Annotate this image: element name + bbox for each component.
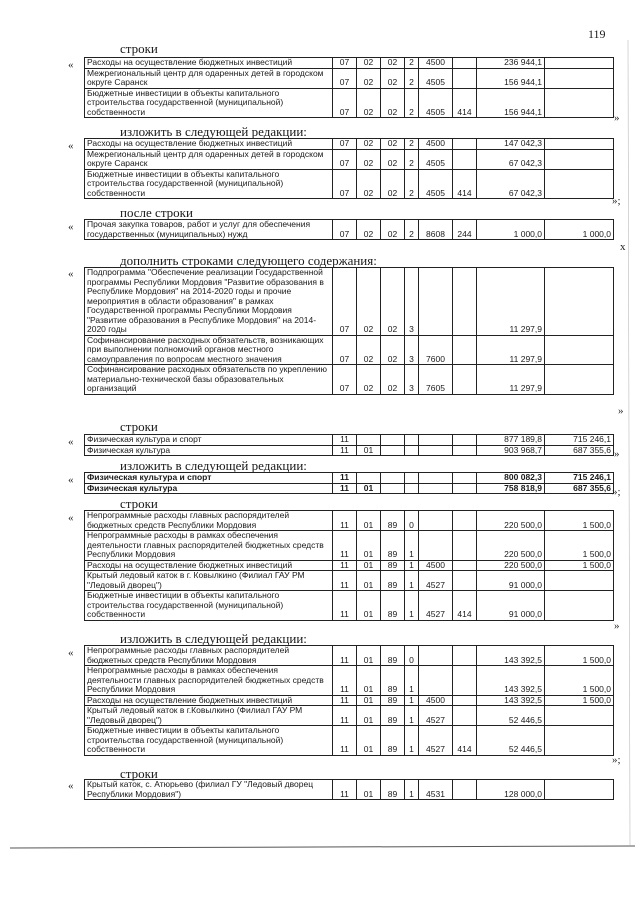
row-subprogram: 1 [405,531,419,561]
row-subprogram: 2 [405,149,419,169]
row-name: Софинансирование расходных обязательств по укреплению материально-технической базы образовательных организаций [85,365,333,395]
row-name: Расходы на осуществление бюджетных инвестиций [85,139,333,150]
row-article: 4500 [419,560,453,571]
row-name: Бюджетные инвестиции в объекты капитального строительства государственной (муниципальной) собственности [85,169,333,199]
row-name: Расходы на осуществление бюджетных инвестиций [85,560,333,571]
row-article: 4505 [419,88,453,118]
row-program: 02 [381,169,405,199]
row-amount-2: 687 355,6 [545,445,614,456]
row-section: 11 [333,511,357,531]
row-section: 07 [333,169,357,199]
tail-mark: x [620,241,626,253]
header-after-row: после строки [120,205,193,220]
row-article: 4500 [419,695,453,706]
quote-close: » [614,448,620,460]
row-subsection: 02 [357,365,381,395]
row-program: 89 [381,726,405,756]
row-subsection: 02 [357,149,381,169]
row-amount: 11 297,9 [477,335,545,365]
quote-open: « [68,59,74,71]
row-name: Крытый каток, с. Атюрьево (филиал ГУ "Ледовый дворец Республики Мордовия") [85,780,333,800]
row-program: 89 [381,666,405,696]
row-amount-2: 1 500,0 [545,531,614,561]
row-section: 11 [333,591,357,621]
row-subprogram: 3 [405,335,419,365]
row-subsection: 02 [357,268,381,336]
row-subsection: 01 [357,726,381,756]
row-name: Софинансирование расходных обязательств, возникающих при выполнении полномочий органов местного самоуправления по вопросам местного значения [85,335,333,365]
quote-open: « [68,436,74,448]
row-program: 02 [381,139,405,150]
row-subsection: 01 [357,483,381,494]
row-name: Непрограммные расходы в рамках обеспечения деятельности главных распорядителей бюджетных средств Республики Мордовия [85,666,333,696]
row-amount-2: 1 000,0 [545,220,614,240]
quote-open: « [68,221,74,233]
row-name: Межрегиональный центр для одаренных детей в городском округе Саранск [85,149,333,169]
row-program: 02 [381,220,405,240]
row-name: Подпрограмма "Обеспечение реализации Государственной программы Республики Мордовия "Развитие образования в Республике Мордовия" на 2014-2020 годы и прочие мероприятия в области образования" в рамках Государственной программы Республики Мордовия "Развитие образования в Республике Мордовия" на 2014-2020 годы [85,268,333,336]
row-amount: 1 000,0 [477,220,545,240]
header-add-rows: дополнить строками следующего содержания: [120,253,377,268]
quote-open: « [68,780,74,792]
row-article: 4527 [419,706,453,726]
row-subprogram: 2 [405,139,419,150]
row-article: 7605 [419,365,453,395]
row-article: 4500 [419,58,453,69]
row-section: 11 [333,435,357,446]
row-subprogram: 0 [405,511,419,531]
row-expense-type: 414 [453,591,477,621]
header-restate-3: изложить в следующей редакции: [120,631,307,646]
row-subprogram: 0 [405,646,419,666]
row-amount: 156 944,1 [477,68,545,88]
row-section: 11 [333,560,357,571]
row-amount-2: 1 500,0 [545,646,614,666]
row-amount-2: 1 500,0 [545,560,614,571]
row-name: Расходы на осуществление бюджетных инвестиций [85,58,333,69]
row-section: 11 [333,695,357,706]
row-subsection: 01 [357,695,381,706]
row-name: Крытый ледовый каток в г.Ковылкино (Филиал ГАУ РМ "Ледовый дворец") [85,706,333,726]
row-amount: 67 042,3 [477,149,545,169]
row-section: 07 [333,220,357,240]
row-name: Бюджетные инвестиции в объекты капитального строительства государственной (муниципальной) собственности [85,88,333,118]
row-subprogram: 1 [405,666,419,696]
row-name: Непрограммные расходы главных распорядителей бюджетных средств Республики Мордовия [85,511,333,531]
row-subprogram: 2 [405,68,419,88]
row-section: 11 [333,706,357,726]
row-amount-2: 1 500,0 [545,695,614,706]
row-expense-type: 244 [453,220,477,240]
row-section: 11 [333,646,357,666]
quote-close-semicolon: »; [612,486,621,498]
header-strings-3: строки [120,496,158,511]
header-restate-1: изложить в следующей редакции: [120,124,307,139]
header-strings-4: строки [120,766,158,781]
row-amount-2: 687 355,6 [545,483,614,494]
row-program: 89 [381,511,405,531]
row-name: Бюджетные инвестиции в объекты капитального строительства государственной (муниципальной) собственности [85,726,333,756]
row-section: 07 [333,68,357,88]
row-subprogram: 1 [405,726,419,756]
row-amount: 91 000,0 [477,591,545,621]
row-subsection: 02 [357,335,381,365]
row-program: 89 [381,706,405,726]
quote-close-semicolon: »; [612,195,621,207]
row-section: 11 [333,571,357,591]
row-section: 07 [333,139,357,150]
row-amount: 128 000,0 [477,780,545,800]
row-article: 4500 [419,139,453,150]
row-subsection: 01 [357,666,381,696]
row-name: Физическая культура и спорт [85,473,333,484]
row-subprogram: 2 [405,169,419,199]
row-amount: 220 500,0 [477,511,545,531]
row-subprogram: 2 [405,88,419,118]
quote-close-semicolon: »; [612,754,621,766]
row-amount: 877 189,8 [477,435,545,446]
row-section: 11 [333,445,357,456]
row-program: 89 [381,571,405,591]
row-amount-2: 1 500,0 [545,511,614,531]
row-subsection: 02 [357,220,381,240]
row-subprogram: 1 [405,571,419,591]
row-section: 07 [333,88,357,118]
row-name: Физическая культура [85,445,333,456]
row-name: Физическая культура и спорт [85,435,333,446]
row-subsection: 01 [357,571,381,591]
row-program: 02 [381,58,405,69]
row-section: 11 [333,780,357,800]
row-subsection: 02 [357,58,381,69]
row-amount: 52 446,5 [477,706,545,726]
row-section: 11 [333,726,357,756]
row-amount: 800 082,3 [477,473,545,484]
row-amount: 236 944,1 [477,58,545,69]
row-subsection: 01 [357,511,381,531]
row-name: Бюджетные инвестиции в объекты капитального строительства государственной (муниципальной) собственности [85,591,333,621]
row-amount: 143 392,5 [477,646,545,666]
row-article: 4505 [419,68,453,88]
header-strings-2: строки [120,419,158,434]
row-program: 02 [381,268,405,336]
row-program: 02 [381,149,405,169]
row-program: 02 [381,335,405,365]
row-amount: 52 446,5 [477,726,545,756]
row-amount: 758 818,9 [477,483,545,494]
quote-open: « [68,512,74,524]
row-subprogram: 2 [405,58,419,69]
row-name: Межрегиональный центр для одаренных детей в городском округе Саранск [85,68,333,88]
row-subsection: 01 [357,706,381,726]
row-subsection: 02 [357,139,381,150]
quote-open: « [68,647,74,659]
row-amount: 11 297,9 [477,268,545,336]
row-section: 11 [333,666,357,696]
row-name: Непрограммные расходы главных распорядителей бюджетных средств Республики Мордовия [85,646,333,666]
row-program: 02 [381,68,405,88]
row-section: 07 [333,149,357,169]
row-name: Непрограммные расходы в рамках обеспечения деятельности главных распорядителей бюджетных средств Республики Мордовия [85,531,333,561]
row-program: 89 [381,560,405,571]
row-subprogram: 1 [405,591,419,621]
header-restate-2: изложить в следующей редакции: [120,458,307,473]
quote-close: » [614,112,620,124]
header-strings-1: строки [120,41,158,56]
row-subsection: 02 [357,68,381,88]
row-program: 89 [381,780,405,800]
row-section: 07 [333,365,357,395]
row-amount-2: 1 500,0 [545,666,614,696]
row-expense-type: 414 [453,169,477,199]
row-article: 4505 [419,169,453,199]
row-subprogram: 1 [405,706,419,726]
row-subsection: 01 [357,646,381,666]
quote-close: » [614,620,620,632]
row-amount: 143 392,5 [477,695,545,706]
row-program: 89 [381,531,405,561]
row-section: 11 [333,483,357,494]
row-expense-type: 414 [453,726,477,756]
row-amount: 143 392,5 [477,666,545,696]
row-subsection: 01 [357,560,381,571]
row-name: Физическая культура [85,483,333,494]
row-subsection: 01 [357,531,381,561]
row-subprogram: 3 [405,365,419,395]
row-amount: 156 944,1 [477,88,545,118]
row-expense-type: 414 [453,88,477,118]
row-subprogram: 3 [405,268,419,336]
row-amount-2: 715 246,1 [545,473,614,484]
row-name: Прочая закупка товаров, работ и услуг для обеспечения государственных (муниципальных) нужд [85,220,333,240]
row-subprogram: 1 [405,695,419,706]
row-article: 4527 [419,726,453,756]
row-section: 11 [333,473,357,484]
row-subprogram: 1 [405,780,419,800]
row-subsection: 01 [357,780,381,800]
row-article: 7600 [419,335,453,365]
row-amount: 91 000,0 [477,571,545,591]
row-amount-2: 715 246,1 [545,435,614,446]
row-subsection: 02 [357,88,381,118]
quote-open: « [68,474,74,486]
row-amount: 220 500,0 [477,560,545,571]
row-article: 4527 [419,591,453,621]
row-amount: 220 500,0 [477,531,545,561]
row-program: 89 [381,695,405,706]
row-subsection: 01 [357,591,381,621]
page-number: 119 [588,27,606,41]
row-program: 89 [381,591,405,621]
row-article: 8608 [419,220,453,240]
row-section: 07 [333,268,357,336]
row-section: 07 [333,335,357,365]
row-article: 4505 [419,149,453,169]
row-amount: 903 968,7 [477,445,545,456]
row-subsection: 01 [357,445,381,456]
row-article: 4527 [419,571,453,591]
row-amount: 11 297,9 [477,365,545,395]
row-name: Крытый ледовый каток в г. Ковылкино (Филиал ГАУ РМ "Ледовый дворец") [85,571,333,591]
row-program: 89 [381,646,405,666]
row-subsection: 02 [357,169,381,199]
quote-open: « [68,140,74,152]
row-subprogram: 2 [405,220,419,240]
row-program: 02 [381,88,405,118]
row-program: 02 [381,365,405,395]
quote-close: » [618,405,624,417]
row-article: 4531 [419,780,453,800]
row-name: Расходы на осуществление бюджетных инвестиций [85,695,333,706]
row-amount: 147 042,3 [477,139,545,150]
row-amount: 67 042,3 [477,169,545,199]
quote-open: « [68,268,74,280]
row-section: 07 [333,58,357,69]
row-section: 11 [333,531,357,561]
row-subprogram: 1 [405,560,419,571]
